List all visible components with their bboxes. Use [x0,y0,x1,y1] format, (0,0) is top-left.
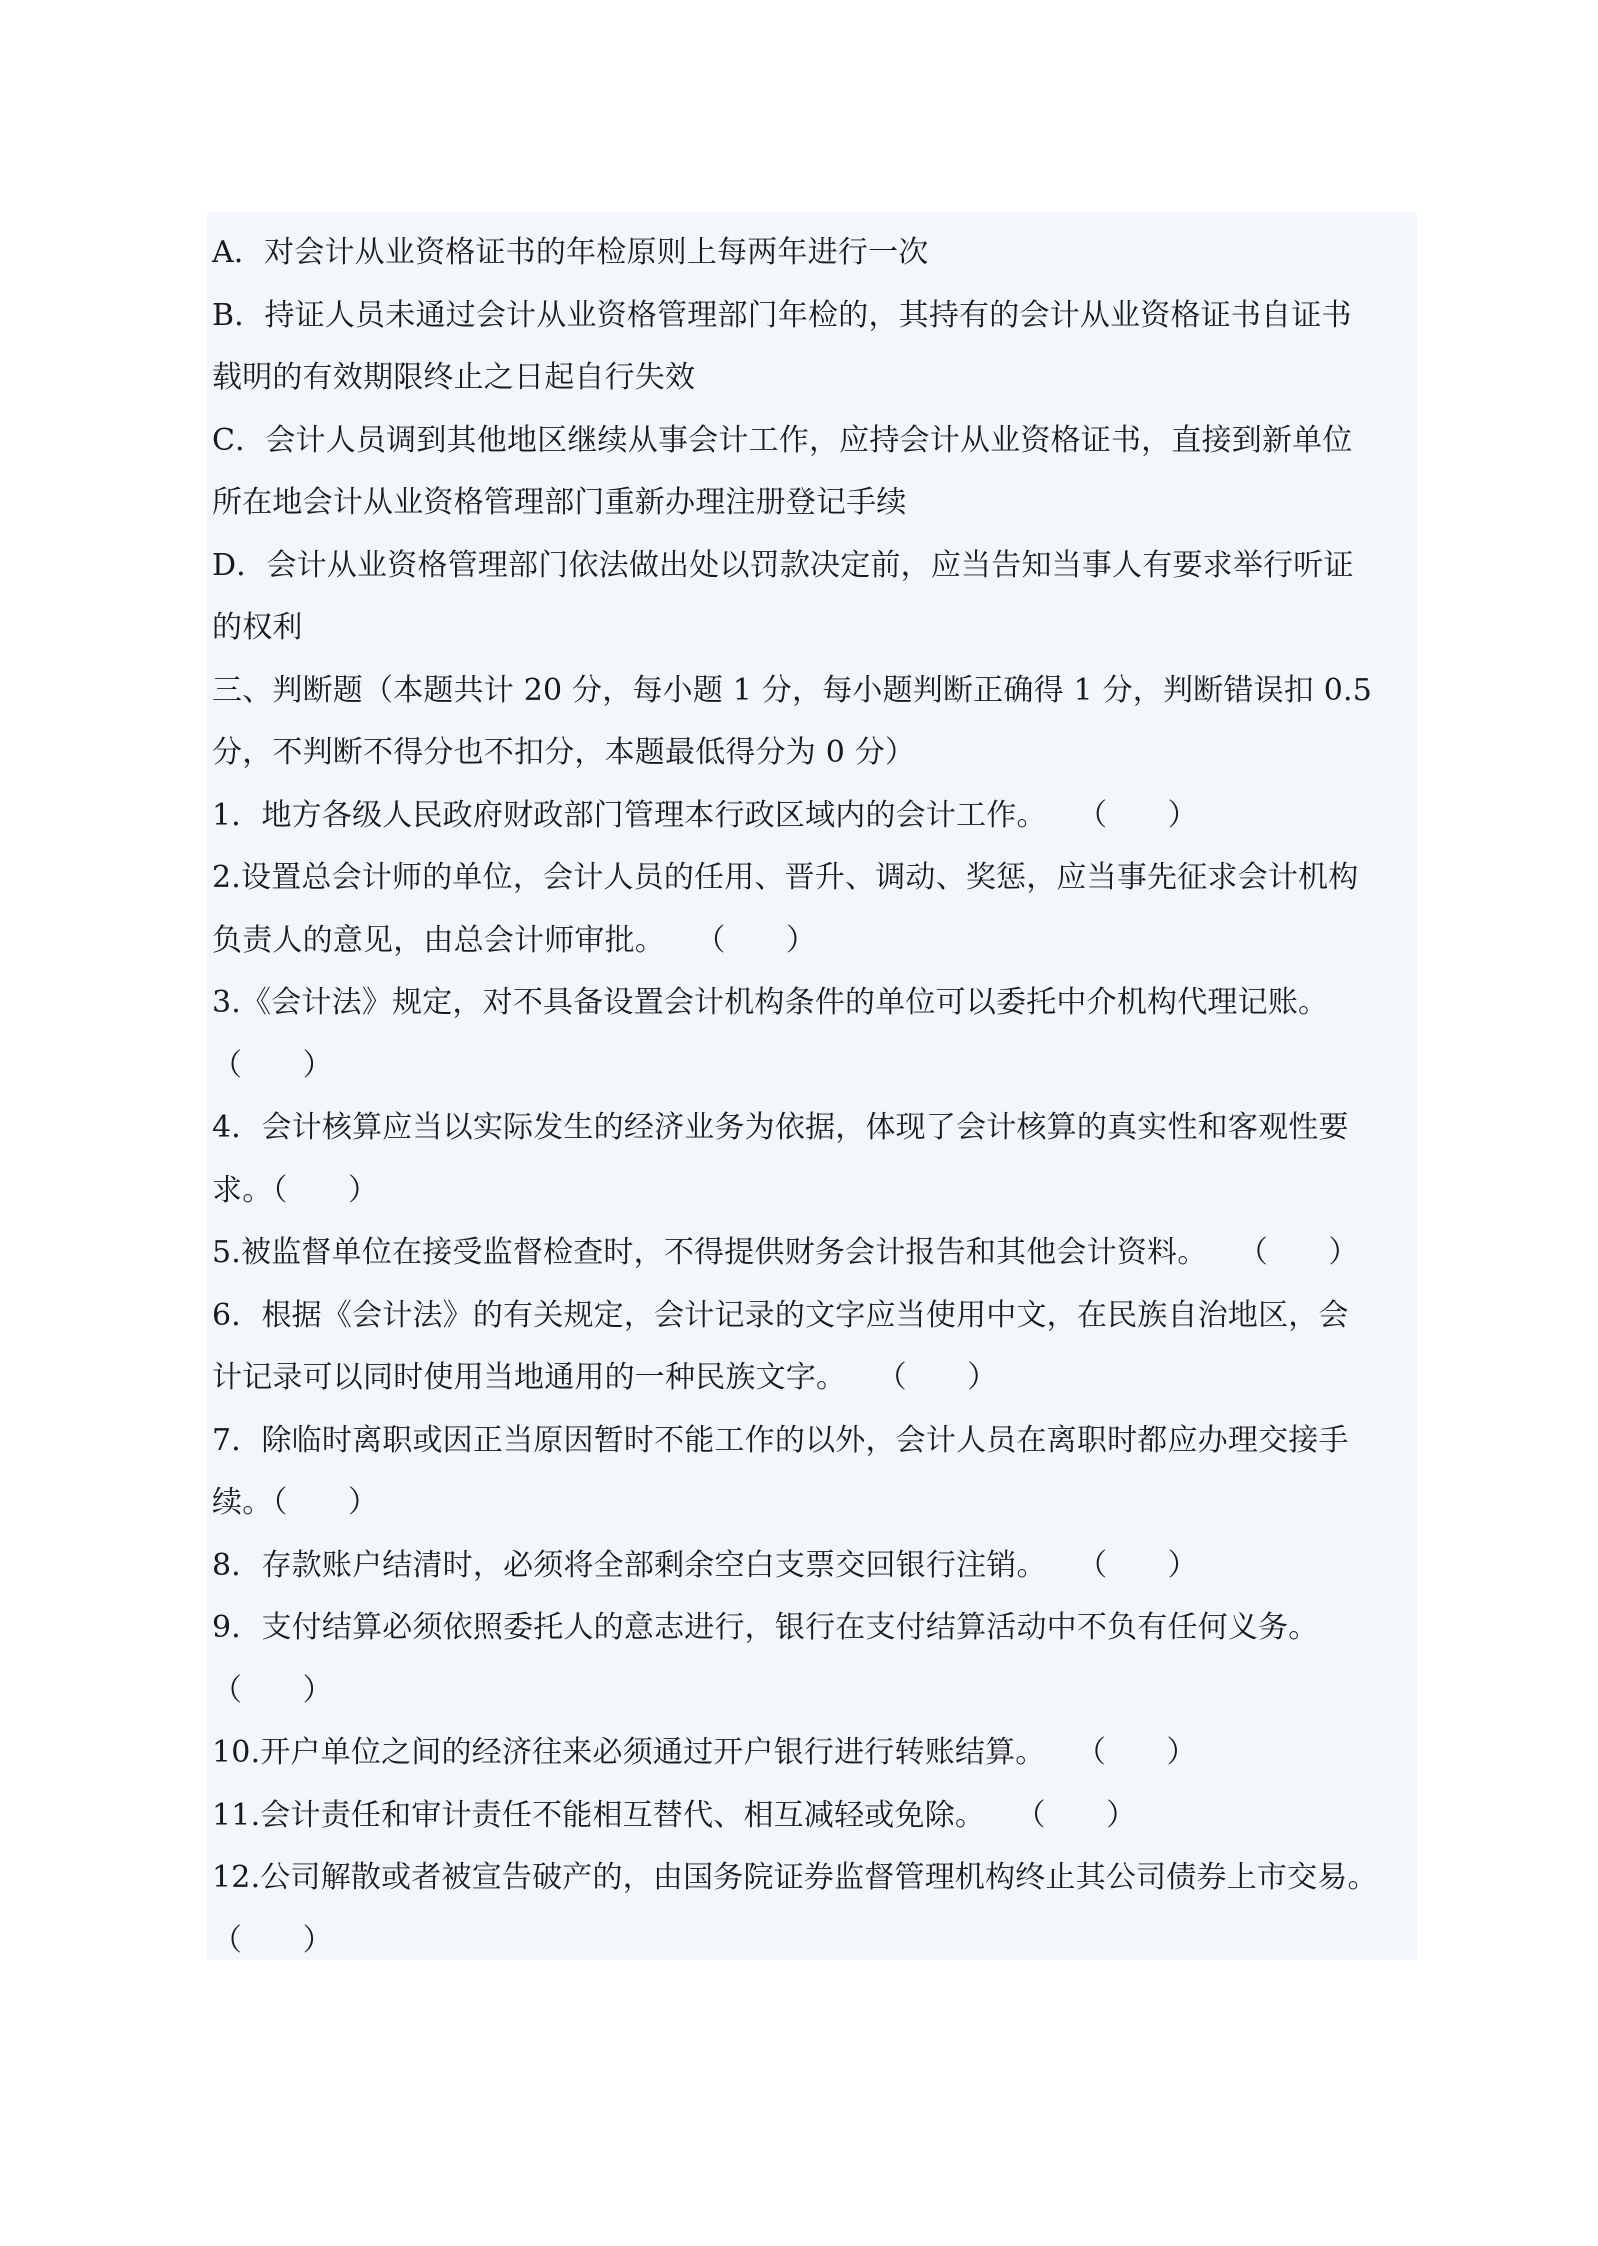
question-5: 5.被监督单位在接受监督检查时，不得提供财务会计报告和其他会计资料。 （ ） [212,1235,1359,1270]
option-b-line-1: B．持证人员未通过会计从业资格管理部门年检的，其持有的会计从业资格证书自证书 [212,297,1352,333]
question-3-line-2: （ ） [212,1047,333,1083]
question-2-line-2: 负责人的意见，由总会计师审批。 （ ） [212,922,817,958]
question-4-line-2: 求。（ ） [212,1172,379,1208]
question-1: 1．地方各级人民政府财政部门管理本行政区域内的会计工作。 （ ） [212,797,1198,833]
option-d-line-2: 的权利 [212,610,303,645]
option-a-line: A．对会计从业资格证书的年检原则上每两年进行一次 [212,235,929,270]
question-9-line-2: （ ） [212,1672,333,1708]
question-12-line-1: 12.公司解散或者被宣告破产的，由国务院证券监督管理机构终止其公司债券上市交易。 [212,1860,1378,1895]
question-6-line-1: 6．根据《会计法》的有关规定，会计记录的文字应当使用中文，在民族自治地区，会 [212,1297,1349,1333]
document-text-block [207,212,1417,1960]
option-b-line-2: 载明的有效期限终止之日起自行失效 [212,360,696,395]
option-c-line-1: C．会计人员调到其他地区继续从事会计工作，应持会计从业资格证书，直接到新单位 [212,422,1353,458]
question-10: 10.开户单位之间的经济往来必须通过开户银行进行转账结算。 （ ） [212,1735,1197,1770]
option-c-line-2: 所在地会计从业资格管理部门重新办理注册登记手续 [212,485,907,520]
question-12-line-2: （ ） [212,1922,333,1958]
question-9-line-1: 9．支付结算必须依照委托人的意志进行，银行在支付结算活动中不负有任何义务。 [212,1610,1319,1645]
question-8: 8．存款账户结清时，必须将全部剩余空白支票交回银行注销。 （ ） [212,1547,1198,1583]
option-d-line-1: D．会计从业资格管理部门依法做出处以罚款决定前，应当告知当事人有要求举行听证 [212,547,1354,583]
question-4-line-1: 4．会计核算应当以实际发生的经济业务为依据，体现了会计核算的真实性和客观性要 [212,1110,1349,1145]
question-7-line-2: 续。（ ） [212,1485,379,1520]
question-7-line-1: 7．除临时离职或因正当原因暂时不能工作的以外，会计人员在离职时都应办理交接手 [212,1422,1349,1458]
question-6-line-2: 计记录可以同时使用当地通用的一种民族文字。 （ ） [212,1360,998,1395]
question-2-line-1: 2.设置总会计师的单位，会计人员的任用、晋升、调动、奖惩，应当事先征求会计机构 [212,860,1359,895]
section-heading-line-2: 分，不判断不得分也不扣分，本题最低得分为 0 分） [212,735,916,770]
question-3-line-1: 3.《会计法》规定，对不具备设置会计机构条件的单位可以委托中介机构代理记账。 [212,985,1329,1020]
section-heading-line-1: 三、判断题（本题共计 20 分，每小题 1 分，每小题判断正确得 1 分，判断错误扣 0.5 [212,672,1373,708]
question-11: 11.会计责任和审计责任不能相互替代、相互减轻或免除。 （ ） [212,1797,1137,1833]
